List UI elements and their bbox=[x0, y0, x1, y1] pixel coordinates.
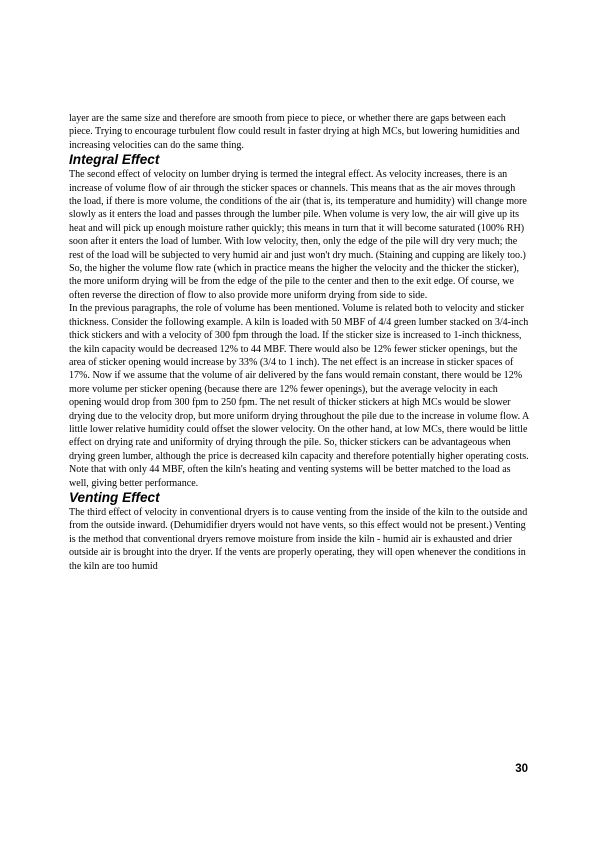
page-number: 30 bbox=[515, 763, 528, 775]
venting-effect-paragraph-1: The third effect of velocity in conventional dryers is to cause venting from the inside of the kiln to the outside and from the outside inward. (Dehumidifier dryers would not have vents, so this effect would not be present.) Venting is the method that conventional dryers remove moisture from inside the kiln - humid air is exhausted and drier outside air is brought into the dryer. If the vents are properly operating, they will open whenever the conditions in the kiln are too humid bbox=[69, 506, 528, 572]
integral-effect-paragraph-1: The second effect of velocity on lumber drying is termed the integral effect. As velocity increases, there is an increase of volume flow of air through the sticker spaces or channels. This means that as the air moves through the load, if there is more volume, the conditions of the air (that is, its temperature and humidity) will change more slowly as it enters the load and passes through the lumber pile. When volume is very low, the air will give up its heat and will pick up enough moisture rather quickly; this means in turn that it will become saturated (100% RH) soon after it enters the load of lumber. With low velocity, then, only the edge of the pile will dry very much; the rest of the load will be subjected to very humid air and just won't dry much. (Staining and cupping are likely too.) So, the higher the volume flow rate (which in practice means the higher the velocity and the thicker the sticker), the more uniform drying will be from the edge of the pile to the center and then to the exit edge. Of course, we often reverse the direction of flow to also provide more uniform drying from side to side. bbox=[69, 169, 527, 301]
integral-effect-heading: Integral Effect bbox=[69, 152, 160, 168]
document-page bbox=[69, 112, 529, 573]
intro-paragraph: layer are the same size and therefore are smooth from piece to piece, or whether there are gaps between each piece. Trying to encourage turbulent flow could result in faster drying at high MCs, but lowering humidities and increasing velocities can do the same thing. bbox=[69, 113, 520, 151]
integral-effect-paragraph-2: In the previous paragraphs, the role of volume has been mentioned. Volume is related both to velocity and sticker thickness. Consider the following example. A kiln is loaded with 50 MBF of 4/4 green lumber stacked on 3/4-inch thick stickers and with a velocity of 300 fpm through the load. If the sticker size is increased to 1-inch thickness, the kiln capacity would be decreased 12% to 44 MBF. There would also be 12% fewer sticker openings, but the area of sticker opening would increase by 33% (3/4 to 1 inch). The net effect is an increase in sticker spaces of 17%. Now if we assume that the volume of air delivered by the fans would remain constant, there would be 12% more volume per sticker opening (because there are 12% fewer openings), but the average velocity in each opening would drop from 300 fpm to 250 fpm. The net result of thicker stickers at high MCs would be slower drying due to the velocity drop, but more uniform drying throughout the pile due to the increase in volume flow. A little lower relative humidity could offset the slower velocity. On the other hand, at low MCs, there would be little effect on drying rate and uniformity of drying through the pile. So, thicker stickers can be advantageous when drying green lumber, although the price is decreased kiln capacity and therefore potentially higher operating costs. Note that with only 44 MBF, often the kiln's heating and venting systems will be better matched to the load as well, giving better performance. bbox=[69, 303, 529, 489]
venting-effect-heading: Venting Effect bbox=[69, 489, 160, 505]
